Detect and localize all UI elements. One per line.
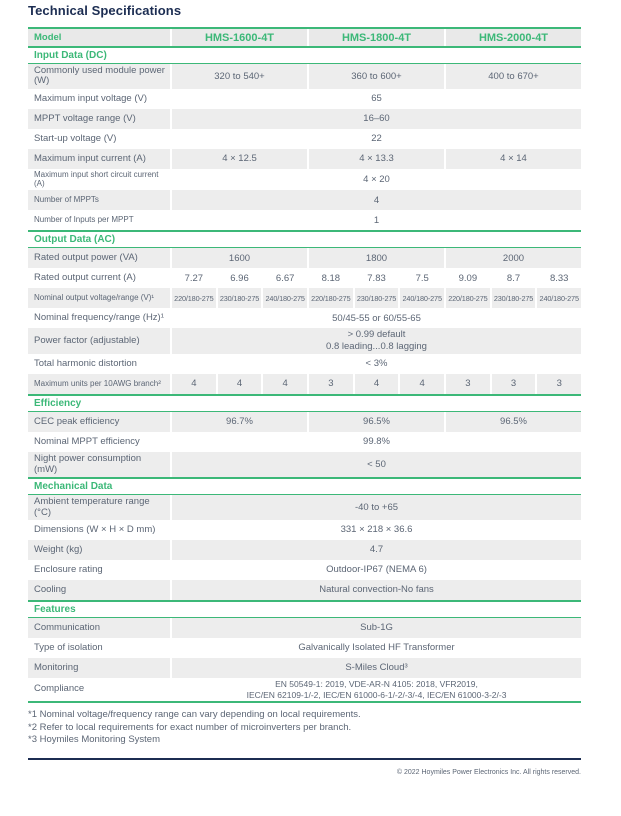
row-label: Number of Inputs per MPPT [34,215,134,225]
section-header: Input Data (DC) [28,46,581,64]
footnotes [28,709,581,747]
row-label: Power factor (adjustable) [28,328,170,354]
row-label: Total harmonic distortion [34,358,137,369]
spec-row [28,560,581,580]
row-values [172,149,581,169]
row-label: Number of MPPTs [28,190,170,210]
row-values [172,169,581,191]
spec-table [28,27,581,703]
model-name-3: HMS-2000-4T [446,29,581,46]
spec-row [28,149,581,169]
row-value: S-Miles Cloud³ [172,658,581,678]
row-value-cell: 4 × 13.3 [309,149,444,169]
row-values [172,580,581,600]
spec-row [28,109,581,129]
row-values [172,658,581,678]
value-line: > 0.99 default [347,329,406,341]
row-value-cell: 220/180-275 [446,288,490,308]
row-values [172,520,581,540]
row-value: < 3% [365,358,388,370]
row-value-cell: 240/180-275 [537,288,581,308]
row-value: Outdoor-IP67 (NEMA 6) [326,564,427,576]
section-header: Efficiency [28,394,581,412]
row-value-cell: 3 [446,374,490,394]
row-values [172,540,581,560]
model-name-1: HMS-1600-4T [172,29,307,46]
row-values [172,354,581,374]
row-value-cell: 400 to 670+ [446,64,581,89]
spec-row [28,210,581,230]
row-label: Cooling [28,580,170,600]
row-value-cell: 230/180-275 [355,288,399,308]
spec-row [28,354,581,374]
row-value: 99.8% [363,436,390,448]
spec-row [28,374,581,394]
row-value: 1 [373,214,380,226]
row-value-cell: 6.67 [275,272,295,284]
spec-row [28,190,581,210]
row-value-cell: 8.18 [321,272,341,284]
page-title: Technical Specifications [28,3,182,18]
spec-row [28,169,581,191]
row-value: Galvanically Isolated HF Transformer [298,642,455,654]
row-label: Dimensions (W × H × D mm) [34,523,156,535]
spec-row [28,618,581,638]
row-value-cell: 360 to 600+ [309,64,444,89]
row-values [172,495,581,520]
footnote-2: *2 Refer to local requirements for exact number of microinverters per branch. [28,721,352,733]
spec-row [28,308,581,328]
spec-row [28,248,581,268]
row-value-cell: 7.27 [184,272,204,284]
spec-row [28,540,581,560]
copyright-text: © 2022 Hoymiles Power Electronics Inc. All rights reserved. [396,768,581,776]
row-value-cell: 4 [400,374,444,394]
copyright-divider [28,758,581,776]
row-label: Maximum input voltage (V) [34,92,147,104]
row-value [172,328,581,354]
row-values [172,248,581,268]
row-value-cell: 3 [537,374,581,394]
row-label: Compliance [34,683,85,695]
row-value: -40 to +65 [172,495,581,520]
row-label: Enclosure rating [34,563,103,575]
section-header: Mechanical Data [28,477,581,495]
spec-row [28,412,581,432]
spec-row [28,89,581,109]
row-values [172,452,581,477]
row-value: 50/45-55 or 60/55-65 [332,312,421,324]
spec-row [28,268,581,288]
row-value-cell: 240/180-275 [263,288,307,308]
spec-row [28,432,581,452]
row-value-cell: 320 to 540+ [172,64,307,89]
row-values [172,210,581,230]
row-label: Type of isolation [34,641,103,653]
spec-row [28,580,581,600]
row-value: 16–60 [172,109,581,129]
row-value: 4 [172,190,581,210]
row-values [172,268,581,288]
row-label: MPPT voltage range (V) [28,109,170,129]
row-values [172,638,581,658]
row-label: Rated output current (A) [34,272,136,284]
row-values [172,374,581,394]
row-value-cell: 1600 [172,248,307,268]
row-label: Nominal frequency/range (Hz)¹ [34,312,164,324]
row-values [172,89,581,109]
row-value-cell: 4 × 14 [446,149,581,169]
row-value: Sub-1G [172,618,581,638]
row-label: Maximum units per 10AWG branch² [28,374,170,394]
footnote-3: *3 Hoymiles Monitoring System [28,734,160,746]
row-value: < 50 [172,452,581,477]
row-value-cell: 220/180-275 [309,288,353,308]
value-line: EN 50549-1: 2019, VDE-AR-N 4105: 2018, VFR2019, [275,678,478,689]
spec-row [28,64,581,89]
row-values [172,412,581,432]
row-values [172,618,581,638]
section-header: Features [28,600,581,618]
row-label: Maximum input short circuit current (A) [34,169,159,188]
row-label: Communication [28,618,170,638]
spec-row [28,288,581,308]
spec-row [28,328,581,354]
spec-row [28,495,581,520]
row-value-cell: 4 × 12.5 [172,149,307,169]
model-name-2: HMS-1800-4T [309,29,444,46]
row-label: Monitoring [28,658,170,678]
value-line: IEC/EN 62109-1/-2, IEC/EN 61000-6-1/-2/-3/-4, IEC/EN 61000-3-2/-3 [246,689,507,700]
row-value-cell: 6.96 [230,272,249,284]
row-value-cell: 96.5% [446,412,581,432]
row-value-cell: 9.09 [458,272,478,284]
row-value: 65 [371,92,382,104]
row-values [172,328,581,354]
row-value-cell: 4 [218,374,262,394]
row-label: Start-up voltage (V) [34,132,117,144]
row-value-cell: 8.7 [506,272,521,284]
row-values [172,64,581,89]
spec-row [28,129,581,149]
row-label: Night power consumption (mW) [28,452,170,477]
row-label: Rated output power (VA) [28,248,170,268]
spec-row [28,638,581,658]
row-value: 4 × 20 [363,173,390,185]
row-value-cell: 2000 [446,248,581,268]
row-label: Nominal MPPT efficiency [34,436,140,447]
row-values [172,308,581,328]
row-value: 331 × 218 × 36.6 [340,524,413,536]
row-value: 4.7 [172,540,581,560]
row-value-cell: 240/180-275 [400,288,444,308]
row-values [172,129,581,149]
row-value-cell: 3 [309,374,353,394]
row-label: Maximum input current (A) [28,149,170,169]
row-value [172,678,581,701]
row-values [172,432,581,452]
row-label: Nominal output voltage/range (V)¹ [28,288,170,308]
row-value-cell: 230/180-275 [492,288,536,308]
table-header-row [28,27,581,46]
section-header: Output Data (AC) [28,230,581,248]
row-label: Ambient temperature range (°C) [28,495,170,520]
value-line: 0.8 leading...0.8 lagging [326,341,427,353]
row-value-cell: 230/180-275 [218,288,262,308]
row-label: CEC peak efficiency [28,412,170,432]
row-value-cell: 7.83 [367,272,386,284]
model-column-label: Model [28,29,170,46]
spec-row [28,678,581,701]
spec-row [28,520,581,540]
row-values [172,288,581,308]
row-value-cell: 4 [355,374,399,394]
row-values [172,109,581,129]
row-label: Weight (kg) [28,540,170,560]
row-value-cell: 7.5 [415,272,429,284]
row-values [172,678,581,701]
row-values [172,190,581,210]
footnote-1: *1 Nominal voltage/frequency range can vary depending on local requirements. [28,709,361,721]
row-value-cell: 220/180-275 [172,288,216,308]
spec-row [28,452,581,477]
row-values [172,560,581,580]
row-value-cell: 4 [263,374,307,394]
row-value: Natural convection-No fans [172,580,581,600]
row-value-cell: 96.5% [309,412,444,432]
row-label: Commonly used module power (W) [28,64,170,89]
spec-row [28,658,581,678]
row-value-cell: 1800 [309,248,444,268]
row-value-cell: 8.33 [549,272,569,284]
row-value-cell: 4 [172,374,216,394]
row-value: 22 [371,132,382,144]
row-value-cell: 3 [492,374,536,394]
row-value-cell: 96.7% [172,412,307,432]
